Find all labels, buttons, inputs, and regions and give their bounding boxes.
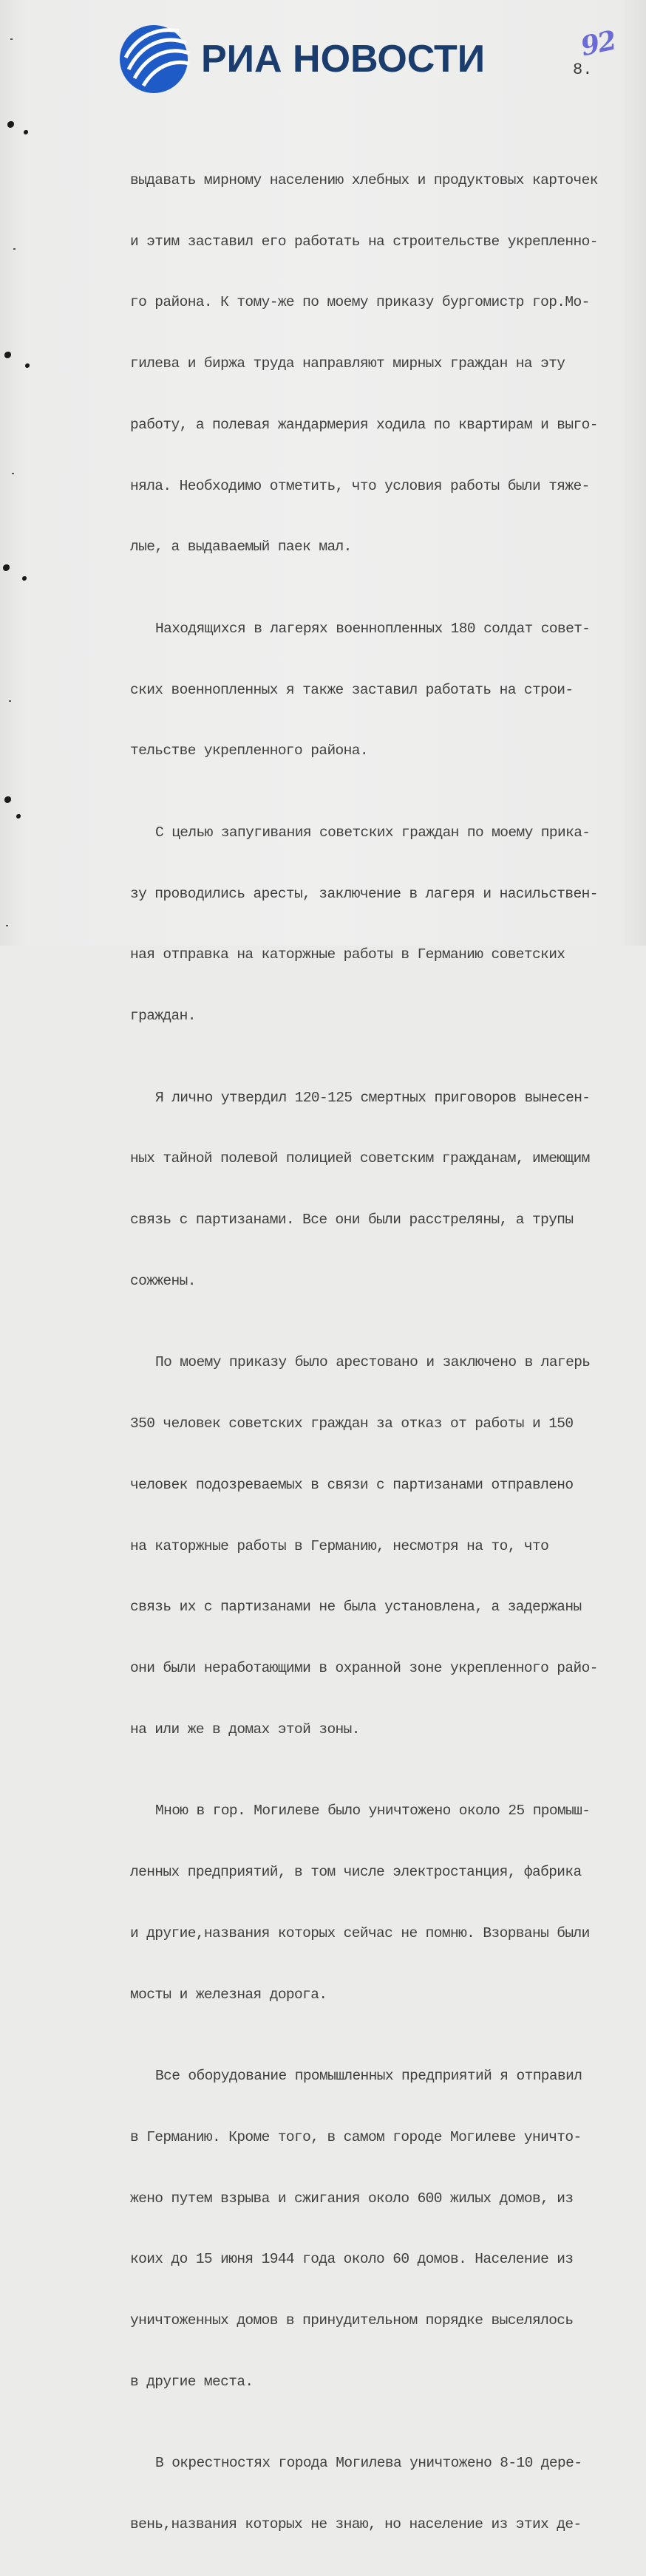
- text-line: ленных предприятий, в том числе электростанция, фабрика: [130, 1864, 582, 1881]
- binding-hole: [22, 576, 27, 581]
- paragraph-first-line: С целью запугивания советских граждан по моему прика-: [155, 824, 591, 841]
- text-line: зу проводились аресты, заключение в лагеря и насильствен-: [130, 885, 598, 902]
- paper-fleck: [12, 473, 14, 474]
- document-body: [130, 109, 611, 2576]
- paper-fleck: [13, 248, 16, 250]
- text-line: ная отправка на каторжные работы в Германию советских: [130, 946, 565, 963]
- binding-hole: [16, 814, 21, 819]
- binding-hole: [3, 564, 10, 571]
- text-line: вень,названия которых не знаю, но население из этих де-: [130, 2516, 582, 2533]
- paragraph-first-line: По моему приказу было арестовано и заключено в лагерь: [155, 1354, 591, 1371]
- text-line: тельстве укрепленного района.: [130, 742, 368, 759]
- paper-fleck: [6, 925, 8, 926]
- paragraph-first-line: Мною в гор. Могилеве было уничтожено около 25 промыш-: [155, 1803, 591, 1820]
- binding-hole: [25, 363, 30, 368]
- text-line: связь их с партизанами не была установлена, а задержаны: [130, 1599, 582, 1616]
- text-line: мосты и железная дорога.: [130, 1986, 327, 2003]
- paper-fleck: [9, 700, 11, 702]
- ria-novosti-logo: [118, 24, 485, 95]
- paper-fleck: [10, 38, 13, 40]
- text-line: выдавать мирному населению хлебных и продуктовых карточек: [130, 171, 598, 188]
- text-line: граждан.: [130, 1008, 196, 1025]
- logo-brand-text: РИА НОВОСТИ: [201, 38, 486, 81]
- text-line: человек подозреваемых в связи с партизанами отправлено: [130, 1476, 574, 1493]
- text-line: го района. К тому-же по моему приказу бургомистр гор.Мо-: [130, 294, 590, 311]
- text-line: связь с партизанами. Все они были расстреляны, а трупы: [130, 1212, 574, 1229]
- text-line: гилева и биржа труда направляют мирных граждан на эту: [130, 355, 565, 372]
- text-line: сожжены.: [130, 1272, 196, 1289]
- binding-hole: [7, 121, 14, 128]
- text-line: ских военнопленных я также заставил работать на строи-: [130, 681, 574, 698]
- text-line: ных тайной полевой полицией советским гражданам, имеющим: [130, 1150, 590, 1167]
- binding-hole: [4, 352, 11, 358]
- text-line: на каторжные работы в Германию, несмотря на то, что: [130, 1537, 549, 1554]
- globe-logo-icon: [118, 24, 189, 95]
- paragraph-first-line: Находящихся в лагерях военнопленных 180 солдат совет-: [155, 620, 591, 637]
- text-line: в Германию. Кроме того, в самом городе Могилеве уничто-: [130, 2128, 582, 2145]
- text-line: и этим заставил его работать на строительстве укрепленно-: [130, 233, 598, 250]
- paragraph-first-line: В окрестностях города Могилева уничтожено 8-10 дере-: [155, 2455, 582, 2472]
- binding-hole: [24, 130, 28, 134]
- text-line: жено путем взрыва и сжигания около 600 жилых домов, из: [130, 2190, 574, 2207]
- text-line: 350 человек советских граждан за отказ от работы и 150: [130, 1415, 574, 1432]
- text-line: на или же в домах этой зоны.: [130, 1721, 360, 1738]
- paragraph-first-line: Все оборудование промышленных предприятий я отправил: [155, 2068, 582, 2084]
- text-line: уничтоженных домов в принудительном порядке выселялось: [130, 2312, 574, 2329]
- text-line: и другие,названия которых сейчас не помню. Взорваны были: [130, 1924, 590, 1941]
- text-line: няла. Необходимо отметить, что условия работы были тяже-: [130, 477, 590, 494]
- text-line: работу, а полевая жандармерия ходила по квартирам и выго-: [130, 416, 598, 433]
- handwritten-page-number: 92: [578, 24, 618, 63]
- text-line: коих до 15 июня 1944 года около 60 домов. Население из: [130, 2251, 574, 2268]
- page-number: 8.: [573, 61, 593, 79]
- text-line: лые, а выдаваемый паек мал.: [130, 539, 352, 556]
- text-line: в другие места.: [130, 2373, 254, 2390]
- text-line: они были неработающими в охранной зоне укрепленного райо-: [130, 1660, 598, 1677]
- paragraph-first-line: Я лично утвердил 120-125 смертных приговоров вынесен-: [155, 1089, 591, 1106]
- binding-hole: [4, 796, 11, 803]
